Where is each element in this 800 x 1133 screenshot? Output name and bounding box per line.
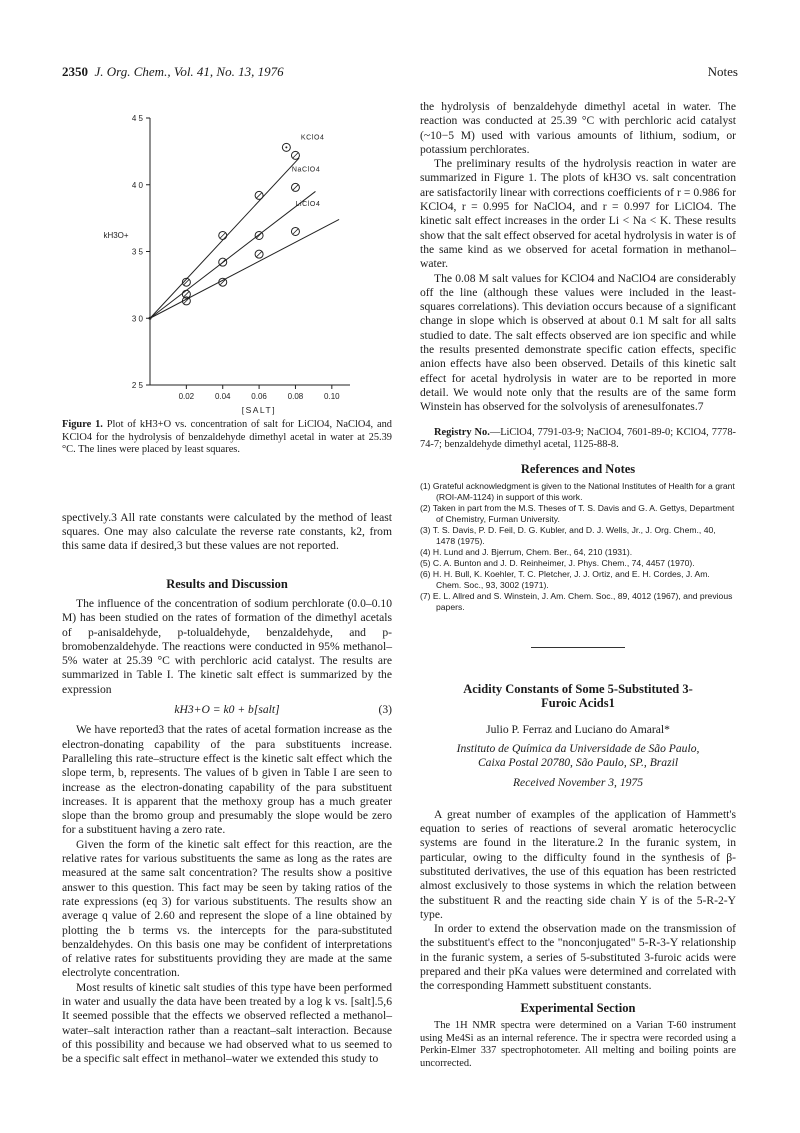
reference-item	[420, 525, 736, 547]
point-mark	[220, 260, 225, 265]
reference-number: (7)	[420, 591, 433, 602]
left-column	[62, 419, 392, 1066]
reference-item	[420, 481, 736, 503]
reference-number: (3)	[420, 525, 433, 536]
reference-text: Grateful acknowledgment is given to the National Institutes of Health for a grant (ROI-AM-1124) in support of this work.	[432, 481, 735, 503]
y-tick-label: 3 5	[131, 247, 143, 257]
reference-number: (6)	[420, 569, 433, 580]
y-tick-label: 3 0	[131, 314, 143, 324]
reference-text: H. Lund and J. Bjerrum, Chem. Ber., 64, 210 (1931).	[432, 547, 633, 558]
section-heading: Experimental Section	[520, 1000, 636, 1015]
y-tick-label: 4 0	[131, 180, 143, 190]
paragraph: The preliminary results of the hydrolysis reaction in water are summarized in Figure 1. The plots of kH3O vs. salt concentration are satisfactorily linear with corrections coefficients of r = 0.986 for KClO4, r = 0.995 for NaClO4, and r = 0.997 for LiClO4. The kinetic salt effect increases in the order Li < Na < K. These results show that the salt effect observed for acetal hydrolysis in water is of the same kind as we observed for acetal formation in methanol–water.	[420, 157, 736, 271]
equation: kH3+O = k0 + b[salt] (3)	[174, 703, 392, 717]
reference-text: T. S. Davis, P. D. Feil, D. G. Kubler, and D. J. Wells, Jr., J. Org. Chem., 40, 1478 (1975).	[432, 525, 716, 547]
x-tick-label: 0.10	[324, 392, 340, 401]
reference-number: (1)	[420, 481, 433, 492]
reference-item	[420, 558, 736, 569]
paragraph: In order to extend the observation made on the transmission of the substituent's effect to the "nonconjugated" 5-R-3-Y relationship in the furanic system, a series of 5-substituted 3-furoic acids were prepared and their pKa values were determined and correlated with the corresponding Hammett substituent constants.	[420, 922, 736, 993]
x-tick-label: 0.08	[287, 392, 304, 401]
references-list	[420, 481, 736, 613]
reference-item	[420, 591, 736, 613]
reference-text: Taken in part from the M.S. Theses of T. S. Davis and G. A. Gettys, Department of Chemistry, Furman University.	[432, 503, 735, 525]
x-axis-label: [SALT]	[241, 405, 277, 415]
fit-line-liclo4	[150, 219, 339, 318]
authors: Julio P. Ferraz and Luciano do Amaral*	[486, 722, 670, 736]
point-mark	[293, 229, 298, 234]
paragraph: The 0.08 M salt values for KClO4 and NaClO4 are considerably off the line (although these values were included in the least-squares correlations). This deviation occurs because of a significant change in slope which is observed at about 0.1 M salt for all salts studied to date. The salt effects observed are ion specific and while the results presented demonstrate specific cation effects, specific anion effects have also been observed. Details of this kinetic salt effect for acetal hydrolysis in water are to be reported in more detail. We would note only that the results are of the same form Winstein has observed for the solvolysis of arenesulfonates.7	[420, 271, 736, 414]
reference-number: (5)	[420, 558, 433, 569]
paragraph: spectively.3 All rate constants were calculated by the method of least squares. One may also calculate the reverse rate constants, k2, from this same data if desired,3 but these values are not reported.	[62, 510, 392, 553]
affiliation: Caixa Postal 20780, São Paulo, SP., Brazil	[477, 756, 679, 770]
figure-caption: Figure 1. Plot of kH3+O vs. concentration of salt for LiClO4, NaClO4, and KClO4 for the hydrolysis of benzaldehyde dimethyl acetal in water at 25.39 °C. The lines were placed by least squares.	[62, 419, 392, 456]
reference-number: (2)	[420, 503, 433, 514]
x-tick-label: 0.06	[251, 392, 267, 401]
figure-1-chart	[98, 100, 378, 420]
y-tick-label: 2 5	[131, 381, 143, 390]
reference-text: E. L. Allred and S. Winstein, J. Am. Chem. Soc., 89, 4012 (1967), and previous papers.	[432, 591, 733, 613]
article-title: Acidity Constants of Some 5-Substituted 3-Furoic Acids1	[463, 682, 693, 711]
point-mark	[293, 153, 298, 158]
legend-marker-dot	[285, 146, 287, 148]
fit-line-naclo4	[150, 191, 315, 318]
point-mark	[184, 292, 189, 297]
right-column	[420, 100, 736, 1070]
point-mark	[257, 252, 262, 257]
section-heading: Results and Discussion	[166, 576, 288, 591]
x-tick-label: 0.04	[214, 392, 231, 401]
equation-number: (3)	[378, 703, 392, 717]
reference-text: C. A. Bunton and J. D. Reinheimer, J. Phys. Chem., 74, 4457 (1970).	[432, 558, 695, 569]
series-label-naclo4: NaClO4	[291, 166, 321, 174]
paragraph: Most results of kinetic salt studies of this type have been performed in water and usually the data have been treated by a log k vs. [salt].5,6 It seemed possible that the effects we observed reflected a methanol–water–salt interaction rather than a reactant–salt interaction. Because of this possibility and because we had observed what to us seemed to be a specific salt effect in methanol–water we extended this study to	[62, 980, 392, 1066]
journal-citation: J. Org. Chem., Vol. 41, No. 13, 1976	[94, 64, 284, 79]
affiliation: Instituto de Química da Universidade de São Paulo,	[456, 741, 700, 755]
series-label-kclo4: KClO4	[300, 134, 325, 142]
page-number: 2350	[62, 64, 88, 79]
divider	[531, 647, 625, 648]
fit-line-kclo4	[150, 158, 299, 318]
registry-numbers: Registry No.—LiClO4, 7791-03-9; NaClO4, 7601-89-0; KClO4, 7778-74-7; benzaldehyde dimethyl acetal, 1125-88-8.	[420, 426, 736, 451]
intercept-point	[149, 317, 152, 320]
y-tick-label: 4 5	[131, 114, 143, 123]
point-mark	[220, 233, 225, 238]
paragraph: Given the form of the kinetic salt effect for this reaction, are the relative rates for various substituents the same as long as the rates are measured at the same salt concentration? The results show a positive answer to this question. This fact may be seen by taking ratios of the rate expressions (eq 3) for various substituents. The results show an average q value of 2.60 and represent the slope of a line obtained by plotting the b terms vs. the intercepts for the para-substituted benzaldehydes. On this basis one may be confident of interpretations of relative rates for substituents providing they are made at the same electrolyte concentration.	[62, 837, 392, 980]
reference-item	[420, 503, 736, 525]
x-tick-label: 0.02	[178, 392, 195, 401]
reference-text: H. H. Bull, K. Koehler, T. C. Pletcher, J. J. Ortiz, and E. H. Cordes, J. Am. Chem. Soc., 93, 3002 (1971).	[432, 569, 710, 591]
reference-item	[420, 547, 736, 558]
section-heading: References and Notes	[520, 461, 636, 476]
paragraph: We have reported3 that the rates of acetal formation increase as the electron-donating capability of the para substituents increase. Paralleling this rate–structure effect is the kinetic salt effect which the slope term, b, represents. The values of b given in Table I are seen to increase as the electron-donating capability of the para substituent increases. It is apparent that the methoxy group has a much greater slope than the bromo group and presumably the slope would be zero for a substituent having a zero rate.	[62, 723, 392, 837]
reference-item	[420, 569, 736, 591]
paragraph: The 1H NMR spectra were determined on a Varian T-60 instrument using Me4Si as an internal reference. The ir spectra were recorded using a Perkin-Elmer 337 spectrophotometer. All melting and boiling points are uncorrected.	[420, 1019, 736, 1069]
series-label-liclo4: LiClO4	[295, 201, 321, 209]
received-date: Received November 3, 1975	[512, 775, 644, 789]
point-mark	[293, 185, 298, 190]
y-axis-label: kH3O+	[103, 231, 129, 241]
reference-number: (4)	[420, 547, 433, 558]
section-name: Notes	[707, 64, 738, 79]
paragraph: The influence of the concentration of sodium perchlorate (0.0–0.10 M) has been studied on the rates of formation of the dimethyl acetals of p-anisaldehyde, p-tolualdehyde, benzaldehyde, and p-bromobenzaldehyde. The reactions were conducted in 95% methanol–5% water at 25.39 °C with perchloric acid catalyst. The results are summarized in Table I. The kinetic salt effect is summarized by the expression	[62, 596, 392, 696]
point-mark	[257, 193, 262, 198]
paragraph: A great number of examples of the application of Hammett's equation to series of reactions of several aromatic heterocyclic systems are found in the literature.2 In the furanic system, in particular, owing to the difficulty found in the synthesis of β-substituted derivatives, the use of this equation has been restricted almost exclusively to those systems in which the relation between the substituent R and the reacting side chain Y is of the 5-R-2-Y type.	[420, 807, 736, 921]
paragraph: the hydrolysis of benzaldehyde dimethyl acetal in water. The reaction was conducted at 25.39 °C with perchloric acid catalyst (~10−5 M) used with various amounts of lithium, sodium, or potassium perchlorates.	[420, 100, 736, 156]
